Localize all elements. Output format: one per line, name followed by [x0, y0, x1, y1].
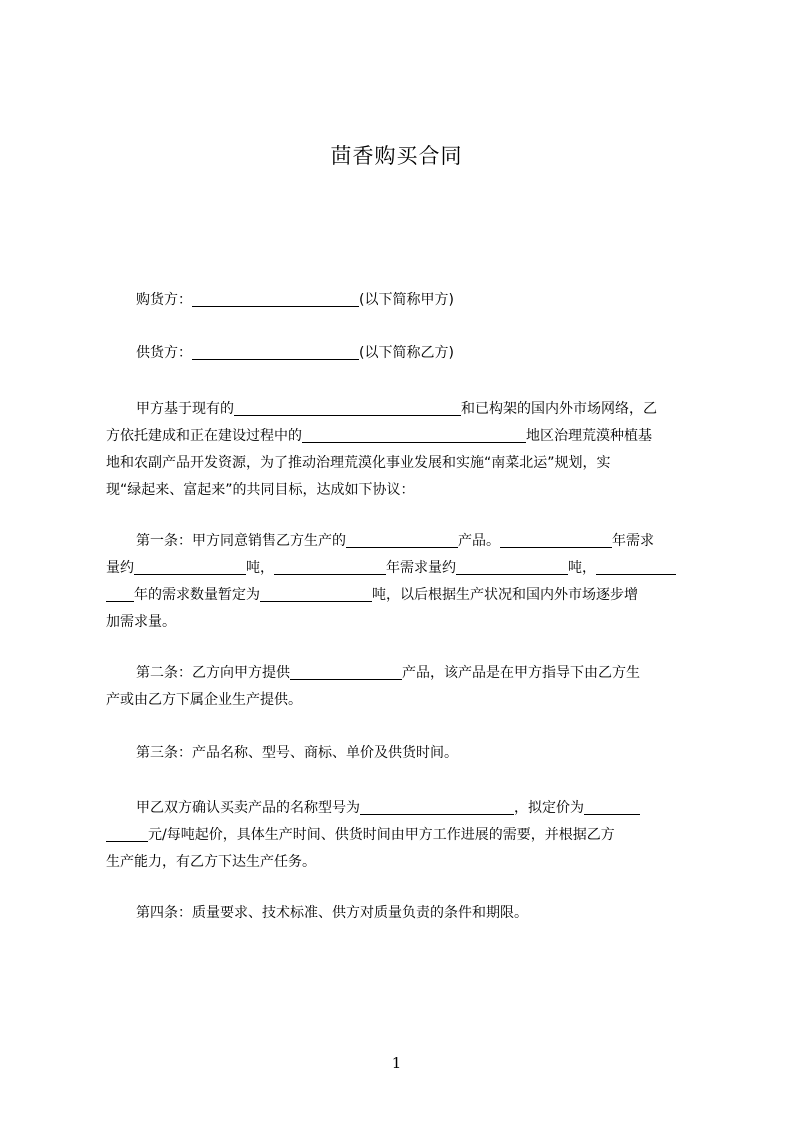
buyer-name-blank[interactable]	[192, 290, 359, 307]
article2-line-2: 产或由乙方下属企业生产提供。	[106, 692, 302, 708]
seller-name-blank[interactable]	[192, 343, 359, 360]
article1-year-blank-2[interactable]	[274, 558, 386, 575]
article1-text: 年需求量约	[386, 560, 456, 576]
article1-line-1	[136, 528, 730, 555]
intro-line-1	[136, 396, 730, 423]
article1-text: 年需求	[612, 533, 654, 549]
article1-line-2	[106, 555, 700, 582]
article2-text: 产品，该产品是在甲方指导下由乙方生	[402, 665, 640, 681]
seller-suffix: (以下简称乙方)	[359, 345, 454, 361]
article4-heading: 第四条：质量要求、技术标准、供方对质量负责的条件和期限。	[136, 905, 528, 921]
article1-text: 第一条：甲方同意销售乙方生产的	[136, 533, 346, 549]
article3-line-3: 生产能力，有乙方下达生产任务。	[106, 854, 316, 870]
seller-label: 供货方：	[136, 345, 192, 361]
article3-text: 甲乙双方确认买卖产品的名称型号为	[136, 800, 360, 816]
article1-text: 吨，以后根据生产状况和国内外市场逐步增	[372, 587, 638, 603]
article3-price-blank-b[interactable]	[106, 825, 148, 842]
intro-line-3: 地和农副产品开发资源，为了推动治理荒漠化事业发展和实施“南菜北运”规划，实	[106, 455, 611, 471]
article1-product-blank[interactable]	[346, 531, 458, 548]
article1-text: 吨，	[246, 560, 274, 576]
article1-quantity-blank-1[interactable]	[134, 558, 246, 575]
intro-line-2	[106, 423, 700, 450]
article1-quantity-blank-2[interactable]	[456, 558, 568, 575]
article3-price-blank-a[interactable]	[584, 798, 640, 815]
page-number: 1	[391, 1054, 402, 1072]
article1-quantity-blank-3[interactable]	[260, 585, 372, 602]
article3-line-2	[106, 822, 700, 849]
article1-text: 产品。	[458, 533, 500, 549]
buyer-line	[136, 287, 730, 314]
article1-text: 年的需求数量暂定为	[134, 587, 260, 603]
intro-region-blank[interactable]	[302, 426, 526, 443]
document-title: 茴香购买合同	[330, 144, 463, 168]
article3-text: 元/每吨起价，具体生产时间、供货时间由甲方工作进展的需要，并根据乙方	[148, 827, 615, 843]
article1-year-blank-3b[interactable]	[106, 585, 134, 602]
article1-year-blank-1[interactable]	[500, 531, 612, 548]
article3-text: ，拟定价为	[514, 800, 584, 816]
article3-model-blank[interactable]	[360, 798, 514, 815]
buyer-label: 购货方：	[136, 292, 192, 308]
article1-line-3	[106, 582, 700, 609]
article1-year-blank-3a[interactable]	[596, 558, 676, 575]
intro-text: 和已构架的国内外市场网络，乙	[461, 401, 657, 417]
article1-line-4: 加需求量。	[106, 614, 176, 630]
buyer-suffix: (以下简称甲方)	[359, 292, 454, 308]
intro-text: 地区治理荒漠种植基	[526, 428, 652, 444]
intro-resource-blank[interactable]	[234, 399, 461, 416]
intro-text: 甲方基于现有的	[136, 401, 234, 417]
article2-line-1	[136, 660, 730, 687]
article2-product-blank[interactable]	[290, 663, 402, 680]
article1-text: 量约	[106, 560, 134, 576]
article3-heading: 第三条：产品名称、型号、商标、单价及供货时间。	[136, 745, 458, 761]
intro-line-4: 现“绿起来、富起来”的共同目标，达成如下协议：	[106, 482, 415, 498]
article2-text: 第二条：乙方向甲方提供	[136, 665, 290, 681]
article1-text: 吨，	[568, 560, 596, 576]
article3-line-1	[136, 795, 730, 822]
intro-text: 方依托建成和正在建设过程中的	[106, 428, 302, 444]
seller-line	[136, 340, 730, 367]
